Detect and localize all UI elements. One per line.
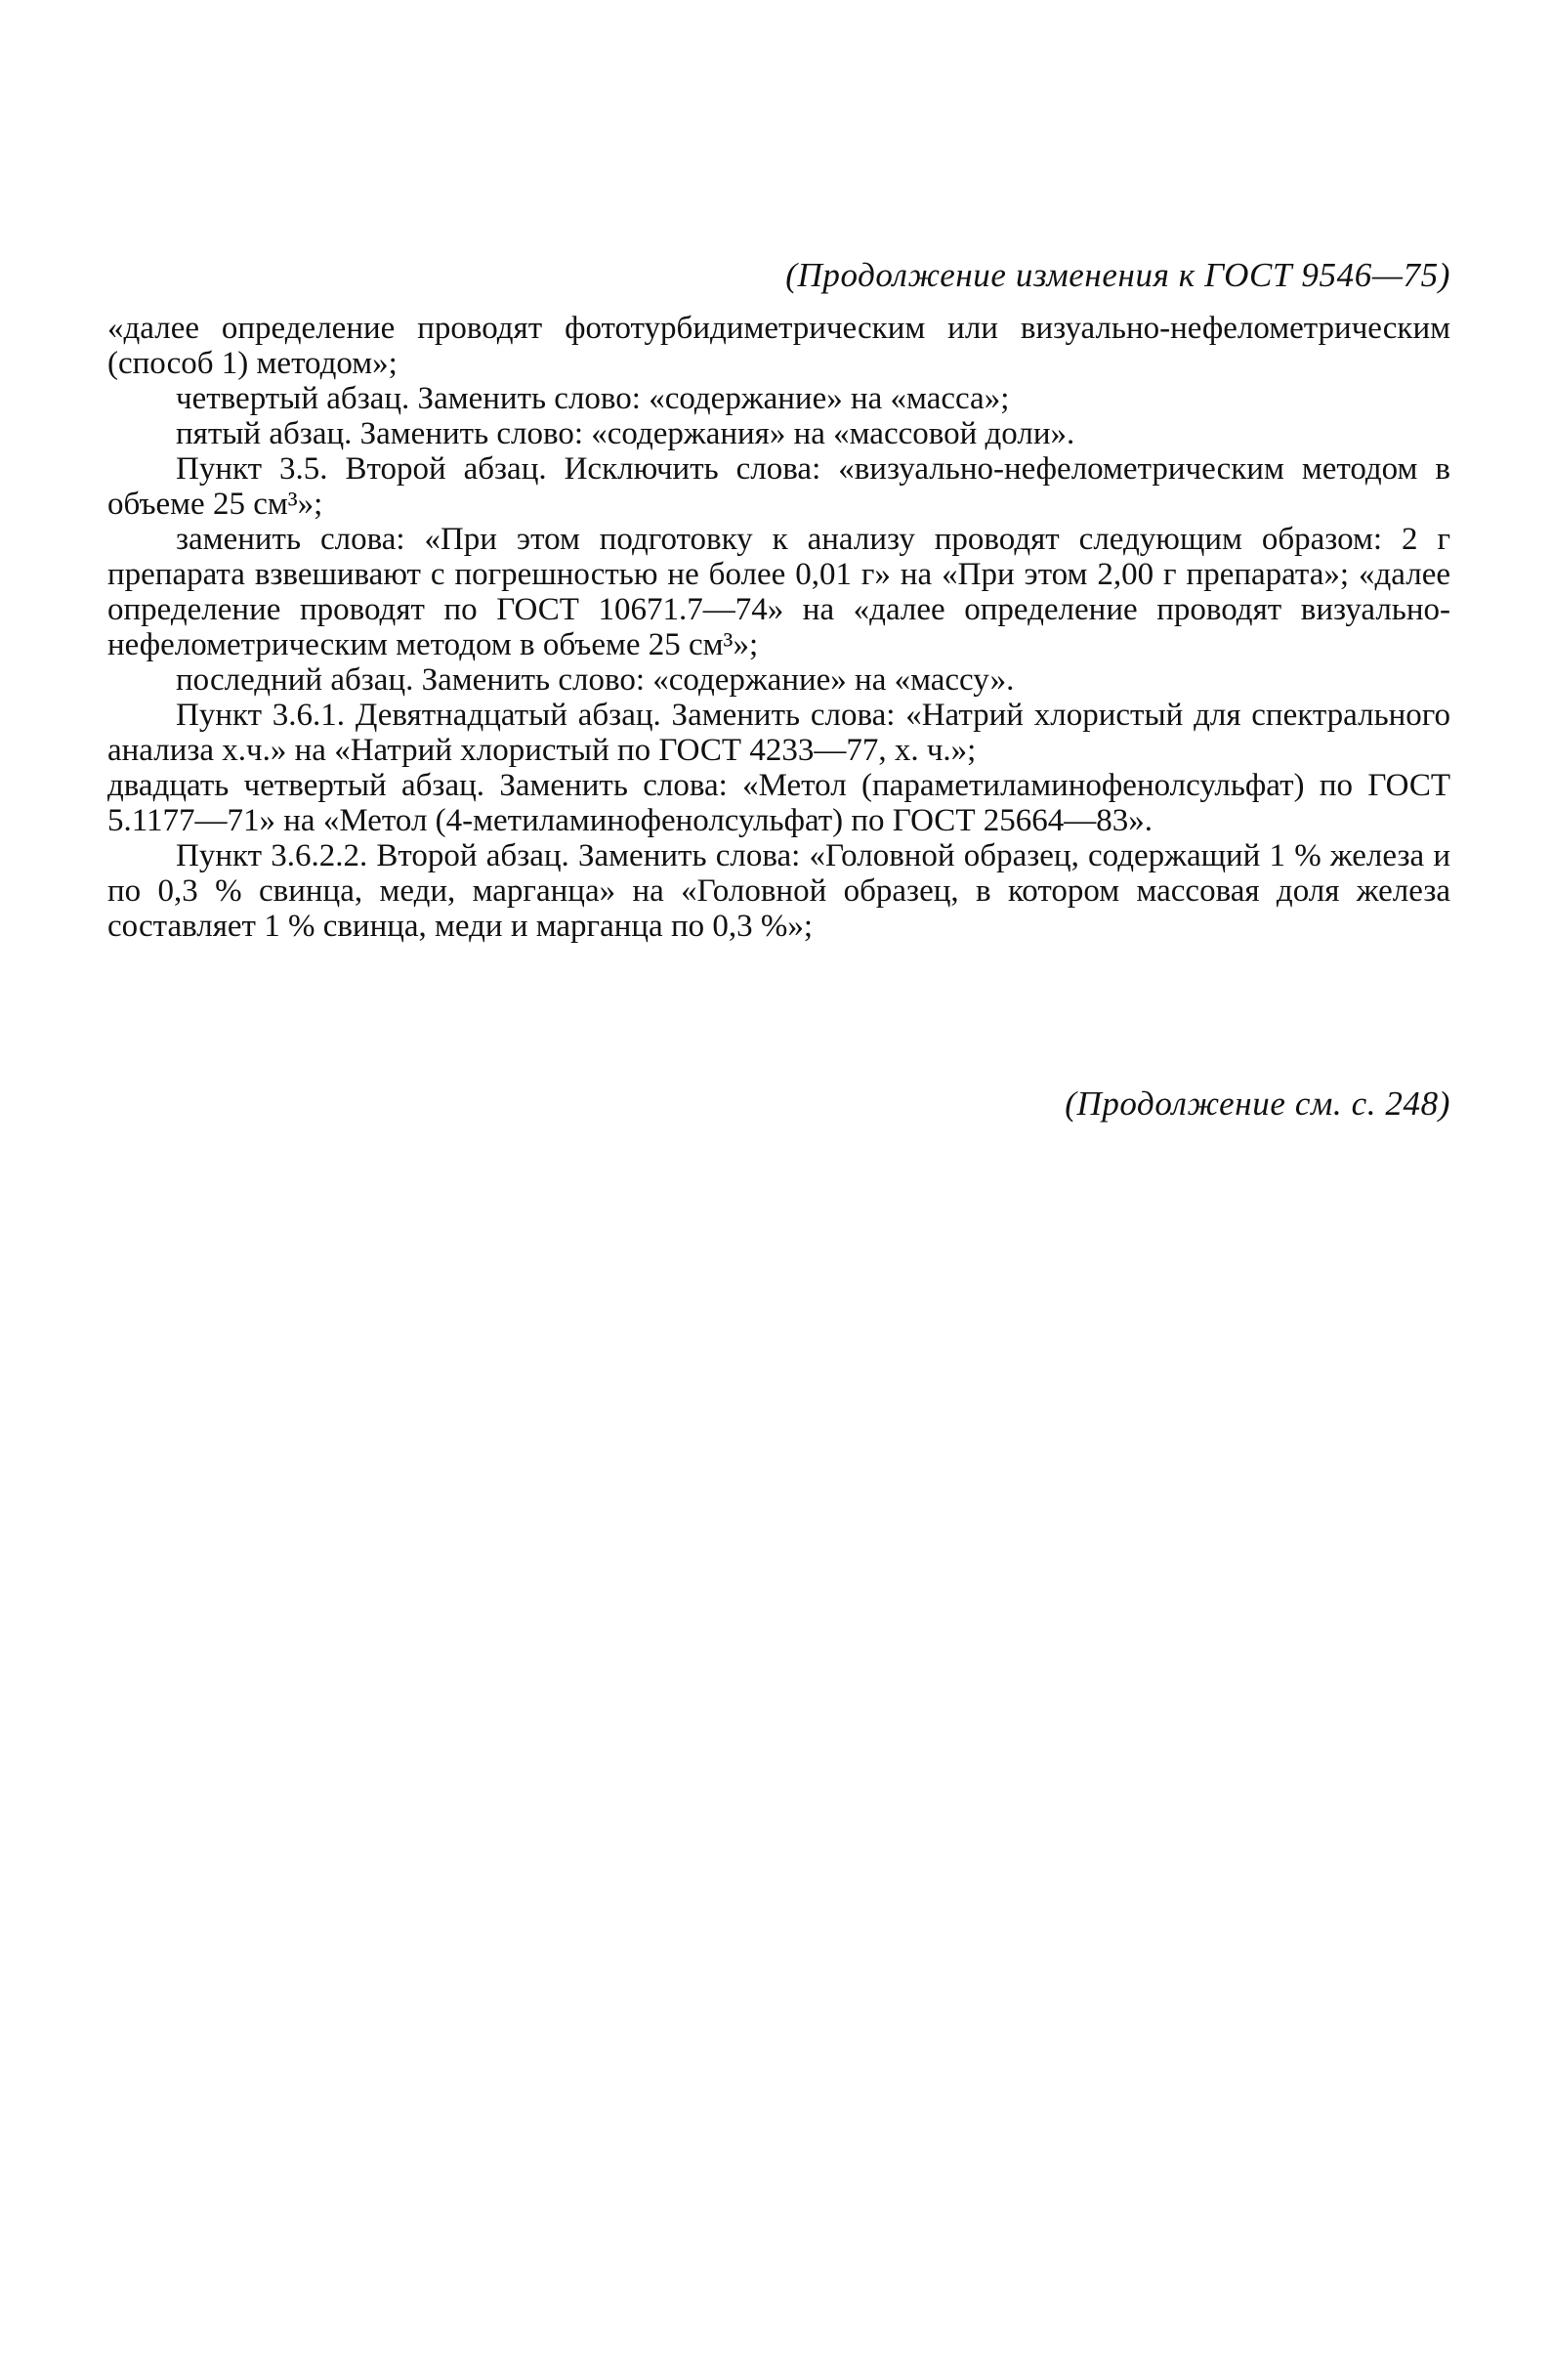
paragraph-9: Пункт 3.6.2.2. Второй абзац. Заменить слова: «Головной образец, содержащий 1 % железа и по 0,3 % свинца, меди, марганца» на «Головной образец, в котором массовая доля железа составляет 1 % свинца, меди и марганца по 0,3 %»; [107,838,1450,944]
paragraph-3: пятый абзац. Заменить слово: «содержания» на «массовой доли». [176,416,1075,451]
document-body [107,311,1450,944]
paragraph-4: Пункт 3.5. Второй абзац. Исключить слова: «визуально-нефелометрическим методом в объеме 25 см³»; [107,451,1450,522]
continuation-header: (Продолжение изменения к ГОСТ 9546—75) [785,256,1450,294]
paragraph-5: заменить слова: «При этом подготовку к анализу проводят следующим образом: 2 г препарата взвешивают с погрешностью не более 0,01 г» на «При этом 2,00 г препарата»; «далее определение проводят по ГОСТ 10671.7—74» на «далее определение проводят визуально-нефелометрическим методом в объеме 25 см³»; [107,522,1450,662]
paragraph-2: четвертый абзац. Заменить слово: «содержание» на «масса»; [176,381,1010,416]
paragraph-7: Пункт 3.6.1. Девятнадцатый абзац. Заменить слова: «Натрий хлористый для спектрального анализа х.ч.» на «Натрий хлористый по ГОСТ 4233—77, х. ч.»; [107,698,1450,768]
paragraph-1: «далее определение проводят фототурбидиметрическим или визуально-нефелометрическим (способ 1) методом»; [107,311,1450,381]
continuation-footer: (Продолжение см. с. 248) [1065,1084,1450,1123]
document-page [107,0,1450,2380]
paragraph-8: двадцать четвертый абзац. Заменить слова: «Метол (параметиламинофенолсульфат) по ГОСТ 5.1177—71» на «Метол (4-метиламинофенолсульфат) по ГОСТ 25664—83». [107,768,1450,838]
paragraph-6: последний абзац. Заменить слово: «содержание» на «массу». [176,662,1015,698]
